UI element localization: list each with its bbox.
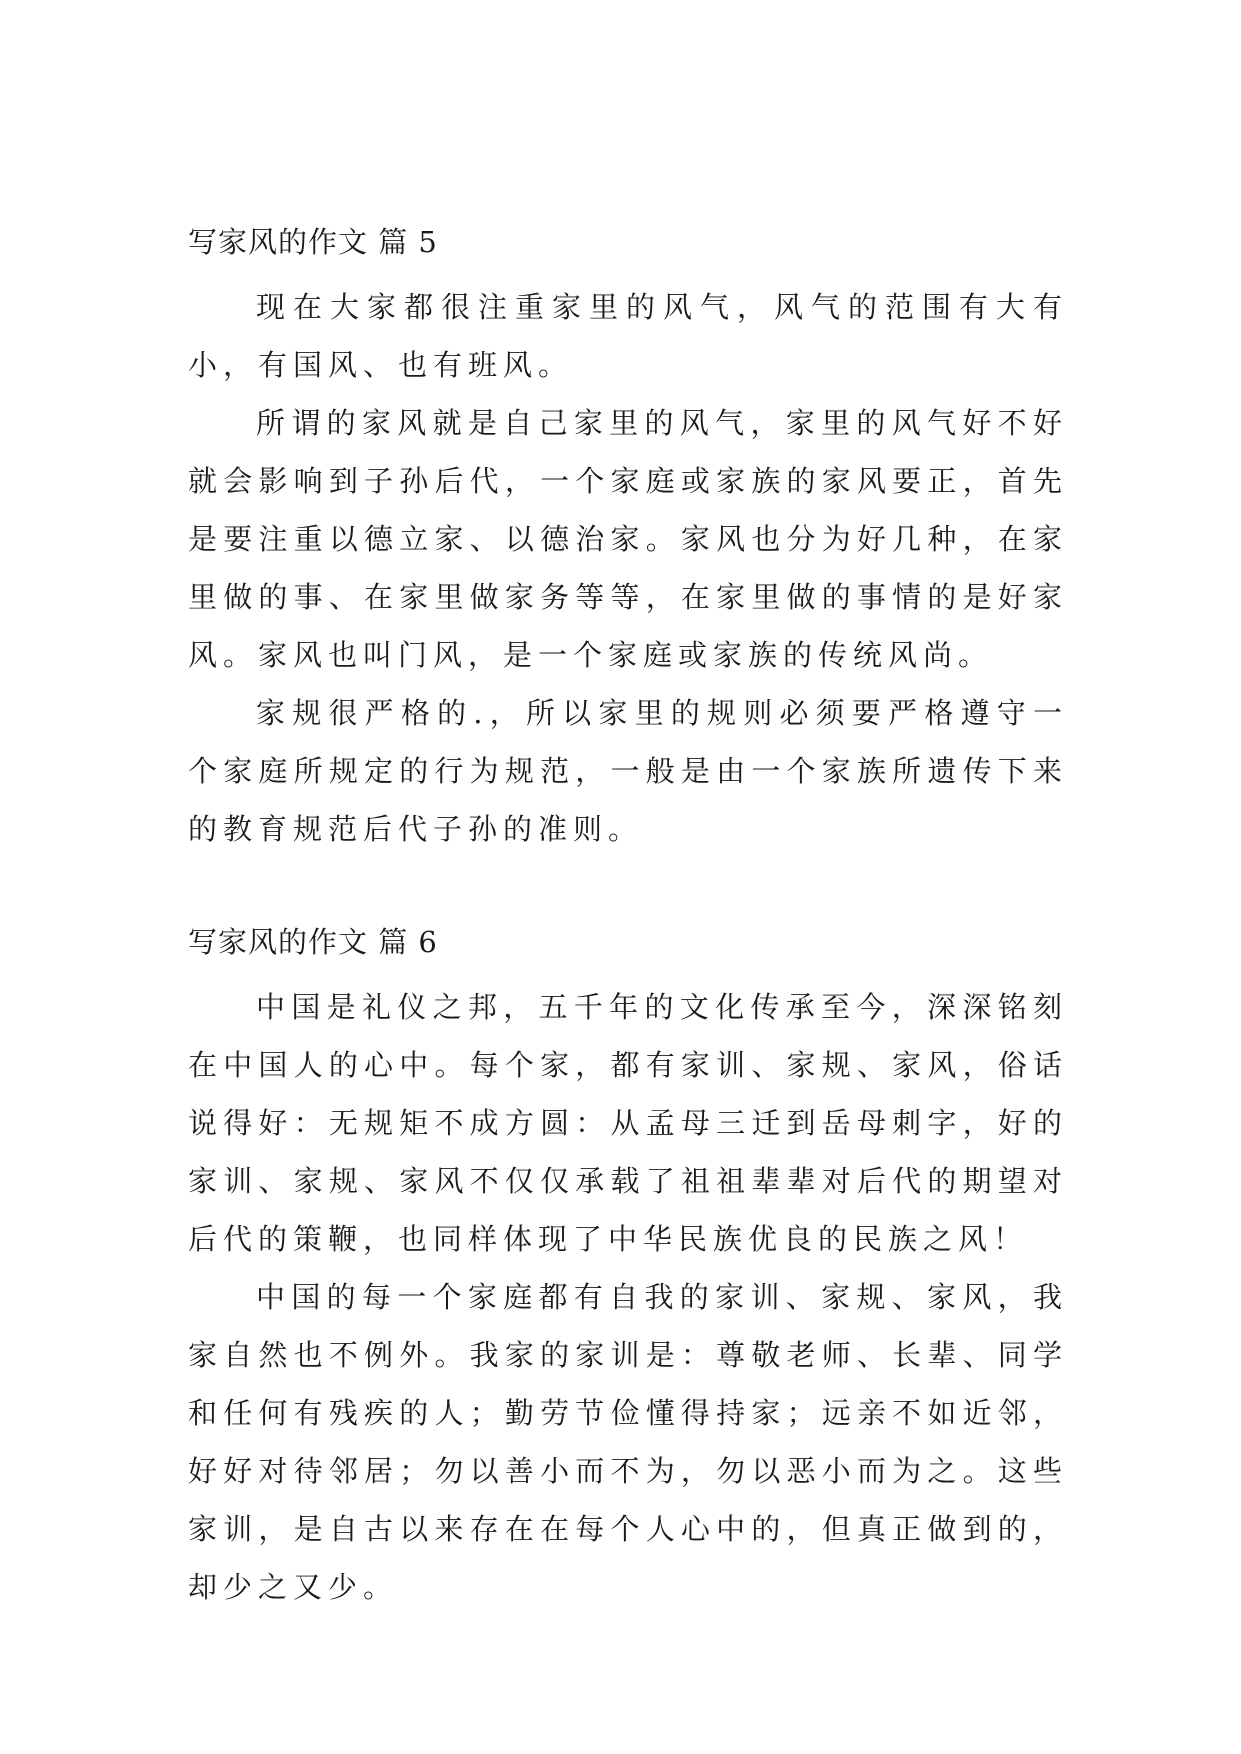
section-heading: 写家风的作文 篇 6 (188, 925, 438, 959)
paragraph: 所谓的家风就是自己家里的风气，家里的风气好不好就会影响到子孙后代，一个家庭或家族的家风要正，首先是要注重以德立家、以德治家。家风也分为好几种，在家里做的事、在家里做家务等等，在家里做的事情的是好家风。家风也叫门风，是一个家庭或家族的传统风尚。 (188, 406, 1068, 672)
paragraph: 中国是礼仪之邦，五千年的文化传承至今，深深铭刻在中国人的心中。每个家，都有家训、家规、家风，俗话说得好：无规矩不成方圆：从孟母三迁到岳母刺字，好的家训、家规、家风不仅仅承载了祖祖辈辈对后代的期望对后代的策鞭，也同样体现了中华民族优良的民族之风！ (188, 990, 1068, 1256)
paragraph: 中国的每一个家庭都有自我的家训、家规、家风，我家自然也不例外。我家的家训是：尊敬老师、长辈、同学和任何有残疾的人；勤劳节俭懂得持家；远亲不如近邻，好好对待邻居；勿以善小而不为，勿以恶小而为之。这些家训，是自古以来存在在每个人心中的，但真正做到的，却少之又少。 (188, 1280, 1068, 1604)
essay-section-5 (188, 222, 1068, 858)
paragraph: 家规很严格的.，所以家里的规则必须要严格遵守一个家庭所规定的行为规范，一般是由一个家族所遗传下来的教育规范后代子孙的准则。 (188, 696, 1068, 846)
essay-section-6 (188, 922, 1068, 1616)
paragraph: 现在大家都很注重家里的风气，风气的范围有大有小，有国风、也有班风。 (188, 290, 1068, 382)
section-heading: 写家风的作文 篇 5 (188, 225, 438, 259)
